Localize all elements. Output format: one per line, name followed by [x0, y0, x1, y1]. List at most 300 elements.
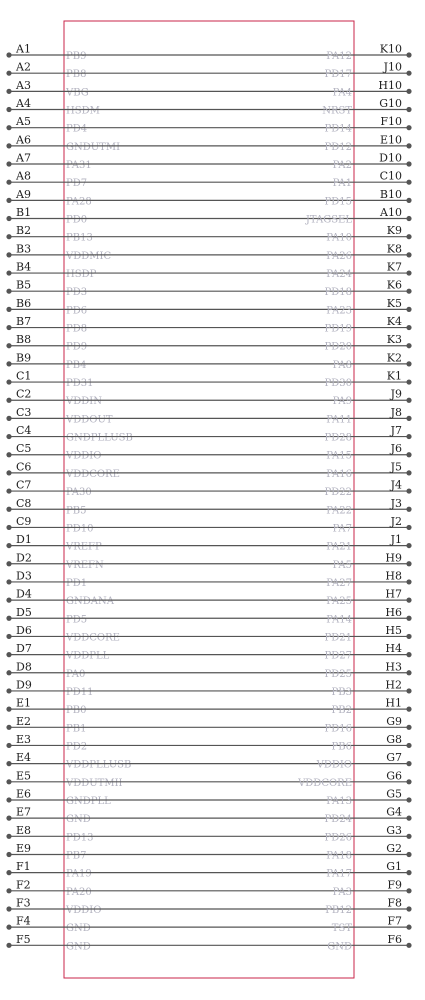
pin-k7: [64, 261, 412, 281]
pin-h9: [64, 551, 412, 571]
pin-terminal-dot: [406, 52, 411, 57]
pin-c6: [6, 460, 120, 480]
pin-terminal-dot: [406, 89, 411, 94]
pin-h6: [64, 606, 412, 626]
pin-number-label: K10: [379, 42, 402, 56]
pin-number-label: D1: [16, 533, 32, 547]
pin-a9: [6, 188, 91, 208]
pin-terminal-dot: [6, 180, 11, 185]
pin-number-label: F8: [387, 896, 402, 910]
pin-b9: [6, 351, 86, 371]
pin-name-label: PD3: [66, 287, 88, 299]
pin-number-label: B2: [16, 224, 32, 238]
pin-number-label: B8: [16, 333, 32, 347]
pin-terminal-dot: [6, 234, 11, 239]
pin-h7: [64, 588, 412, 608]
pin-number-label: C9: [16, 514, 32, 528]
pin-name-label: PD28: [324, 432, 352, 444]
pin-number-label: C3: [16, 405, 32, 419]
pin-terminal-dot: [406, 616, 411, 621]
pin-terminal-dot: [406, 888, 411, 893]
pin-name-label: PB12: [325, 904, 352, 916]
pin-terminal-dot: [6, 198, 11, 203]
pin-number-label: G3: [386, 823, 402, 837]
pin-terminal-dot: [6, 125, 11, 130]
pin-a3: [6, 79, 88, 99]
pin-number-label: C2: [16, 387, 32, 401]
pin-number-label: J7: [390, 424, 402, 438]
pin-a10: [64, 206, 412, 226]
pin-d9: [6, 678, 93, 698]
pin-name-label: PA26: [326, 250, 352, 262]
pin-number-label: F3: [16, 896, 31, 910]
pin-name-label: VREFP: [66, 541, 102, 553]
pin-terminal-dot: [406, 270, 411, 275]
pin-e1: [6, 697, 86, 717]
pin-j1: [64, 533, 412, 553]
pin-name-label: GND: [66, 814, 91, 826]
pin-name-label: GNDUTMI: [66, 141, 121, 153]
pin-name-label: PD5: [66, 614, 88, 626]
pin-terminal-dot: [6, 543, 11, 548]
pin-number-label: D10: [379, 151, 402, 165]
pin-name-label: PA9: [332, 396, 352, 408]
pin-number-label: A2: [16, 60, 31, 74]
pin-number-label: E2: [16, 714, 32, 728]
pin-terminal-dot: [406, 289, 411, 294]
pin-number-label: E7: [16, 805, 32, 819]
pin-name-label: PD30: [324, 378, 352, 390]
pin-k3: [64, 333, 412, 353]
pin-terminal-dot: [6, 379, 11, 384]
pin-b1: [6, 206, 87, 226]
pin-name-label: GND: [66, 941, 91, 953]
pin-name-label: PA0: [66, 668, 86, 680]
right-pin-group: [64, 43, 412, 953]
pin-name-label: VDDIN: [66, 396, 102, 408]
pin-f4: [6, 915, 90, 935]
pin-f10: [64, 115, 412, 134]
pin-number-label: H10: [378, 78, 402, 92]
pin-d1: [6, 533, 102, 553]
pin-f6: [64, 933, 412, 953]
pin-terminal-dot: [406, 707, 411, 712]
pin-name-label: PA14: [326, 614, 352, 626]
pin-terminal-dot: [406, 398, 411, 403]
pin-name-label: NRST: [322, 105, 352, 117]
pin-a6: [6, 133, 120, 153]
pin-name-label: PA13: [326, 795, 352, 807]
pin-terminal-dot: [406, 234, 411, 239]
pin-k6: [64, 279, 412, 299]
pin-number-label: D5: [16, 605, 32, 619]
pin-number-label: G9: [386, 714, 402, 728]
pin-name-label: PD1: [66, 577, 88, 589]
pin-terminal-dot: [6, 743, 11, 748]
pin-terminal-dot: [6, 906, 11, 911]
pin-terminal-dot: [406, 943, 411, 948]
pin-c4: [6, 424, 132, 444]
pin-name-label: PB6: [331, 741, 352, 753]
pin-d5: [6, 606, 87, 626]
pin-name-label: PA22: [326, 505, 352, 517]
pin-number-label: K7: [386, 260, 402, 274]
pin-number-label: E6: [16, 787, 32, 801]
pin-name-label: PA16: [326, 468, 352, 480]
pin-a8: [6, 170, 87, 190]
pin-number-label: D4: [16, 587, 32, 601]
pin-name-label: PD15: [324, 196, 352, 208]
pin-name-label: HSDP: [66, 269, 97, 281]
pin-name-label: PD12: [324, 141, 352, 153]
pin-number-label: G5: [386, 787, 402, 801]
pin-name-label: PB13: [66, 232, 93, 244]
pin-c9: [6, 515, 93, 535]
pin-name-label: PA5: [332, 559, 352, 571]
pin-terminal-dot: [406, 198, 411, 203]
pin-name-label: PD22: [324, 487, 352, 499]
pin-terminal-dot: [406, 925, 411, 930]
pin-name-label: VDDUTMII: [66, 777, 123, 789]
pin-e8: [6, 824, 93, 844]
pin-terminal-dot: [6, 452, 11, 457]
pin-number-label: B4: [16, 260, 32, 274]
pin-name-label: VDDCORE: [298, 777, 352, 789]
pin-number-label: G2: [386, 841, 402, 855]
pin-b3: [6, 242, 111, 262]
pin-number-label: J9: [390, 387, 402, 401]
pin-name-label: PD25: [324, 668, 352, 680]
pin-number-label: K8: [386, 242, 402, 256]
pin-name-label: TST: [331, 923, 352, 935]
pin-terminal-dot: [6, 761, 11, 766]
pin-d8: [6, 660, 85, 680]
pin-terminal-dot: [6, 71, 11, 76]
pin-number-label: A7: [16, 151, 31, 165]
pin-terminal-dot: [6, 925, 11, 930]
pin-number-label: G4: [386, 805, 402, 819]
pin-number-label: C10: [379, 169, 402, 183]
pin-terminal-dot: [6, 434, 11, 439]
pin-terminal-dot: [406, 161, 411, 166]
pin-name-label: PA28: [66, 196, 92, 208]
pin-name-label: PA10: [326, 232, 352, 244]
pin-terminal-dot: [406, 125, 411, 130]
pin-j2: [64, 515, 412, 535]
pin-name-label: PD16: [324, 723, 352, 735]
pin-name-label: GND: [66, 923, 91, 935]
pin-terminal-dot: [406, 379, 411, 384]
pin-terminal-dot: [406, 634, 411, 639]
pin-number-label: A9: [16, 187, 31, 201]
pin-terminal-dot: [406, 488, 411, 493]
pin-d4: [6, 588, 114, 608]
pin-name-label: VDDPLLUSB: [66, 759, 132, 771]
pin-number-label: C6: [16, 460, 32, 474]
pin-f3: [6, 896, 101, 916]
pin-terminal-dot: [406, 743, 411, 748]
pin-name-label: PD2: [66, 741, 88, 753]
pin-name-label: PB1: [66, 723, 87, 735]
pin-g9: [64, 715, 412, 735]
pin-terminal-dot: [6, 416, 11, 421]
pin-terminal-dot: [406, 670, 411, 675]
pin-terminal-dot: [406, 761, 411, 766]
pin-name-label: PD14: [324, 123, 352, 135]
pin-name-label: PA27: [326, 577, 352, 589]
pin-number-label: B1: [16, 206, 32, 220]
pin-name-label: PA19: [66, 868, 92, 880]
pin-name-label: GND: [327, 941, 352, 953]
pin-name-label: PA2: [332, 160, 352, 172]
pin-terminal-dot: [6, 525, 11, 530]
pin-terminal-dot: [6, 852, 11, 857]
pin-terminal-dot: [406, 252, 411, 257]
pin-name-label: PB4: [66, 359, 87, 371]
pin-name-label: PA20: [66, 886, 92, 898]
pin-number-label: D2: [16, 551, 32, 565]
pin-number-label: J2: [390, 514, 402, 528]
pin-terminal-dot: [406, 525, 411, 530]
pin-number-label: K3: [386, 333, 402, 347]
pin-number-label: D9: [16, 678, 32, 692]
pin-number-label: H9: [385, 551, 402, 565]
pin-terminal-dot: [406, 107, 411, 112]
pin-number-label: K4: [386, 315, 402, 329]
pin-name-label: VDDIO: [316, 759, 352, 771]
pin-terminal-dot: [6, 507, 11, 512]
pin-number-label: G1: [386, 860, 402, 874]
pin-terminal-dot: [6, 270, 11, 275]
pin-name-label: PD18: [324, 287, 352, 299]
pin-name-label: PA7: [332, 523, 352, 535]
pin-number-label: C1: [16, 369, 32, 383]
pin-terminal-dot: [6, 870, 11, 875]
pin-terminal-dot: [406, 543, 411, 548]
pin-terminal-dot: [406, 725, 411, 730]
pin-name-label: PA25: [326, 596, 352, 608]
pin-terminal-dot: [406, 307, 411, 312]
pin-k2: [64, 351, 412, 371]
pin-name-label: PD11: [66, 686, 94, 698]
pin-name-label: PD26: [324, 832, 352, 844]
pin-number-label: H4: [385, 642, 402, 656]
pin-name-label: PD6: [66, 305, 88, 317]
pin-number-label: E5: [16, 769, 32, 783]
pin-number-label: E10: [379, 133, 402, 147]
pin-terminal-dot: [6, 579, 11, 584]
pin-number-label: F10: [380, 115, 402, 129]
pin-number-label: A3: [16, 78, 31, 92]
pin-name-label: VDDCORE: [66, 468, 120, 480]
pin-c2: [6, 388, 102, 408]
pin-d2: [6, 551, 104, 571]
pin-name-label: PA18: [326, 850, 352, 862]
pin-terminal-dot: [6, 652, 11, 657]
pin-number-label: H3: [385, 660, 402, 674]
pin-terminal-dot: [406, 143, 411, 148]
pin-terminal-dot: [6, 398, 11, 403]
pin-h3: [64, 660, 412, 680]
pin-name-label: PA31: [66, 160, 92, 172]
pin-k1: [64, 370, 412, 390]
pin-terminal-dot: [406, 507, 411, 512]
pin-terminal-dot: [406, 579, 411, 584]
pin-terminal-dot: [406, 816, 411, 821]
pin-terminal-dot: [6, 634, 11, 639]
pin-name-label: PB3: [331, 686, 352, 698]
pin-number-label: H6: [385, 605, 402, 619]
pin-number-label: C8: [16, 496, 32, 510]
pin-terminal-dot: [406, 452, 411, 457]
pin-g2: [64, 842, 412, 862]
pin-terminal-dot: [6, 707, 11, 712]
pin-terminal-dot: [406, 434, 411, 439]
pin-j8: [64, 406, 412, 426]
left-pin-group: [6, 43, 132, 953]
pin-j3: [64, 497, 412, 517]
pin-number-label: A1: [16, 42, 31, 56]
pin-terminal-dot: [6, 797, 11, 802]
pin-g1: [64, 860, 412, 880]
pin-name-label: VBG: [66, 87, 89, 99]
pin-name-label: PB7: [66, 850, 87, 862]
pin-g8: [64, 733, 412, 753]
pin-name-label: PB2: [331, 705, 352, 717]
pin-a7: [6, 152, 91, 172]
pin-name-label: JTAGSEL: [305, 214, 352, 226]
pin-number-label: E4: [16, 751, 32, 765]
pin-name-label: PD24: [324, 814, 352, 826]
pin-terminal-dot: [406, 852, 411, 857]
pin-number-label: A5: [16, 115, 31, 129]
pin-e2: [6, 715, 86, 735]
pin-terminal-dot: [6, 143, 11, 148]
pin-terminal-dot: [406, 361, 411, 366]
pin-name-label: GNDANA: [66, 596, 114, 608]
pin-e9: [6, 842, 86, 862]
pin-b4: [6, 261, 96, 281]
pin-b10: [64, 188, 412, 208]
pin-c7: [6, 479, 91, 499]
pin-b2: [6, 224, 92, 244]
pin-number-label: K1: [386, 369, 402, 383]
pin-f9: [64, 878, 412, 898]
pin-number-label: H1: [385, 696, 402, 710]
pin-terminal-dot: [6, 289, 11, 294]
pin-terminal-dot: [406, 343, 411, 348]
pin-terminal-dot: [6, 779, 11, 784]
pin-name-label: PD20: [324, 341, 352, 353]
pin-number-label: B6: [16, 296, 32, 310]
pin-number-label: J5: [390, 460, 402, 474]
pin-g3: [64, 824, 412, 844]
pin-name-label: VDDPLL: [66, 650, 110, 662]
pin-terminal-dot: [6, 52, 11, 57]
pin-k10: [64, 43, 412, 63]
pin-name-label: PD10: [66, 523, 94, 535]
pin-number-label: D3: [16, 569, 32, 583]
pin-terminal-dot: [406, 180, 411, 185]
pin-f1: [6, 860, 91, 880]
pin-terminal-dot: [406, 688, 411, 693]
pin-number-label: F4: [16, 914, 31, 928]
pin-number-label: G6: [386, 769, 402, 783]
pin-terminal-dot: [6, 598, 11, 603]
pin-name-label: PD21: [324, 632, 352, 644]
pin-number-label: J3: [390, 496, 402, 510]
pin-name-label: PD9: [66, 341, 88, 353]
pin-h8: [64, 569, 412, 589]
pin-name-label: VDDMIC: [66, 250, 112, 262]
pin-e3: [6, 733, 87, 753]
pin-number-label: B7: [16, 315, 32, 329]
pin-name-label: PA3: [332, 886, 352, 898]
pin-number-label: J1: [390, 533, 402, 547]
pin-name-label: PA8: [332, 359, 352, 371]
pin-number-label: H5: [385, 623, 402, 637]
pin-name-label: PB0: [66, 705, 87, 717]
pin-name-label: PD19: [324, 323, 352, 335]
pin-terminal-dot: [406, 470, 411, 475]
pin-name-label: PD17: [324, 69, 352, 81]
pin-terminal-dot: [406, 652, 411, 657]
pin-c10: [64, 170, 412, 190]
pin-number-label: A4: [16, 97, 31, 111]
pin-k8: [64, 242, 412, 262]
pin-terminal-dot: [6, 488, 11, 493]
pin-number-label: F9: [387, 878, 402, 892]
pin-name-label: PA30: [66, 487, 92, 499]
pin-number-label: J6: [390, 442, 402, 456]
pin-g5: [64, 787, 412, 807]
pin-number-label: G10: [379, 97, 402, 111]
pin-name-label: PA1: [332, 178, 352, 190]
pin-number-label: E3: [16, 732, 32, 746]
pin-name-label: PB9: [66, 51, 87, 62]
pin-terminal-dot: [406, 834, 411, 839]
pin-number-label: F2: [16, 878, 31, 892]
pin-name-label: GNDPLL: [66, 795, 111, 807]
pin-name-label: PA12: [326, 51, 352, 62]
pin-name-label: PA17: [326, 868, 352, 880]
pin-number-label: C7: [16, 478, 32, 492]
pin-number-label: A8: [16, 169, 31, 183]
pin-terminal-dot: [6, 470, 11, 475]
pin-name-label: VDDOUT: [66, 414, 113, 426]
pin-k9: [64, 224, 412, 244]
pin-name-label: PA24: [326, 269, 352, 281]
pin-terminal-dot: [6, 816, 11, 821]
pin-number-label: B10: [379, 187, 402, 201]
pin-j10: [64, 61, 412, 81]
pin-name-label: PD27: [324, 650, 352, 662]
pin-number-label: H8: [385, 569, 402, 583]
pin-terminal-dot: [406, 870, 411, 875]
pin-number-label: B9: [16, 351, 32, 365]
pin-terminal-dot: [6, 343, 11, 348]
pin-terminal-dot: [6, 361, 11, 366]
pin-terminal-dot: [6, 943, 11, 948]
pin-f7: [64, 915, 412, 935]
pin-terminal-dot: [406, 906, 411, 911]
pin-number-label: J8: [390, 405, 402, 419]
pin-terminal-dot: [6, 216, 11, 221]
pin-j4: [64, 479, 412, 499]
pin-name-label: PD0: [66, 214, 88, 226]
pin-name-label: PB5: [66, 505, 87, 517]
pin-h4: [64, 642, 412, 662]
